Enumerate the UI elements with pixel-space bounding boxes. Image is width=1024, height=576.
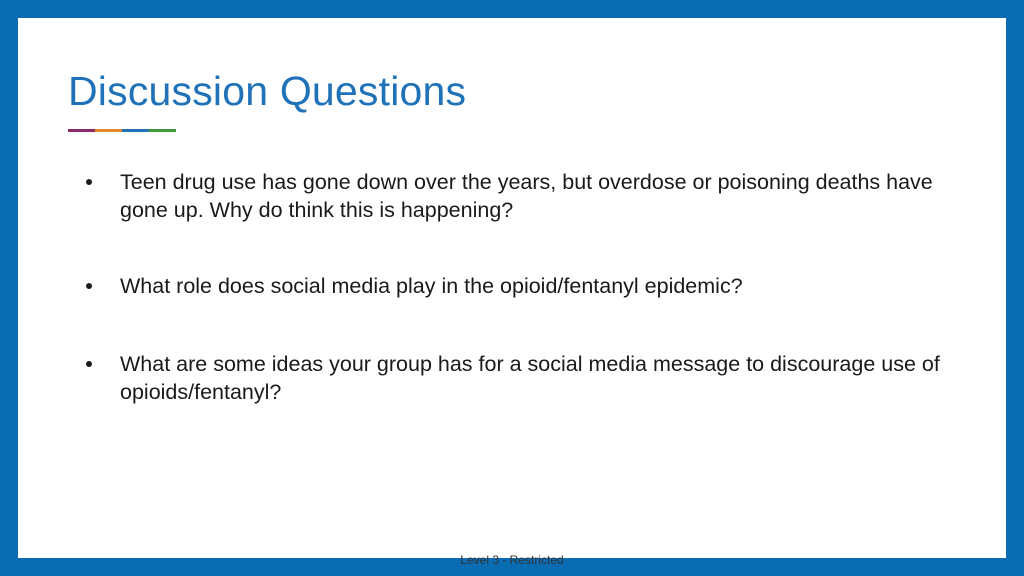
- accent-segment-2: [95, 129, 122, 132]
- slide-panel: [18, 18, 1006, 558]
- list-item: [82, 272, 962, 300]
- accent-segment-3: [122, 129, 149, 132]
- bullet-icon: [86, 283, 92, 289]
- list-item: [82, 168, 962, 224]
- bullet-icon: [86, 361, 92, 367]
- list-item: [82, 350, 962, 406]
- accent-segment-4: [149, 129, 176, 132]
- bullet-text: What role does social media play in the opioid/fentanyl epidemic?: [120, 274, 743, 298]
- bullet-text: What are some ideas your group has for a social media message to discourage use of opioids/fentanyl?: [120, 352, 940, 404]
- discussion-question-list: [82, 168, 962, 454]
- bullet-text: Teen drug use has gone down over the years, but overdose or poisoning deaths have gone up. Why do think this is happening?: [120, 170, 933, 222]
- accent-segment-1: [68, 129, 95, 132]
- title-accent-bar: [68, 129, 176, 132]
- slide-title: Discussion Questions: [68, 68, 467, 114]
- bullet-icon: [86, 179, 92, 185]
- classification-footer: Level 3 - Restricted: [460, 553, 564, 567]
